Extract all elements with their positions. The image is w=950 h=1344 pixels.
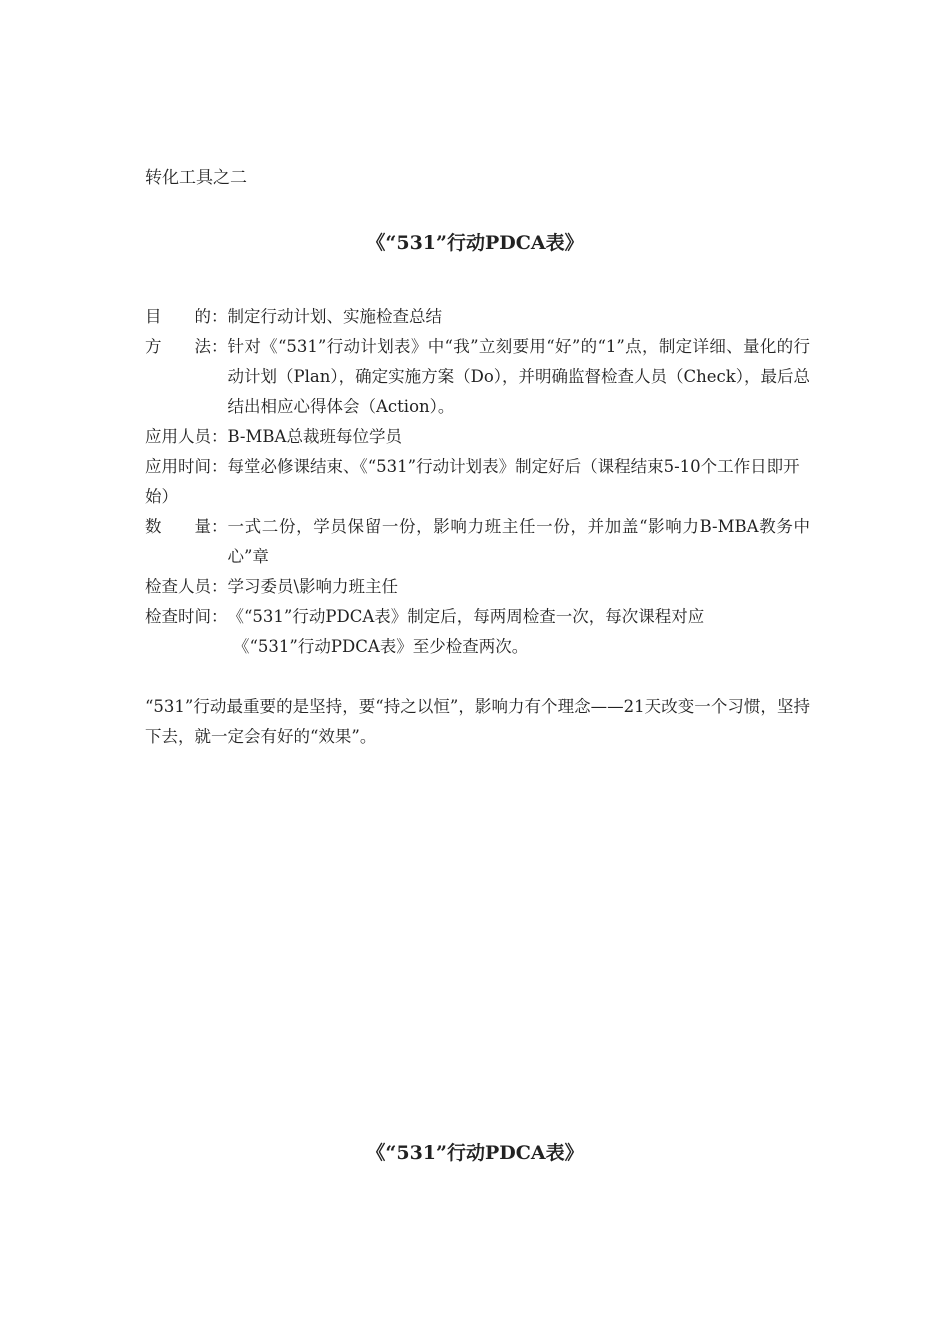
field-users	[145, 422, 810, 452]
field-value: 每堂必修课结束、《“531”行动计划表》制定好后（课程结束5-10个工作日即开始）	[145, 457, 800, 506]
field-purpose	[145, 302, 810, 332]
field-quantity	[145, 512, 810, 572]
field-label: 检查时间：	[145, 607, 228, 626]
field-value: 学习委员\影响力班主任	[227, 577, 399, 596]
field-label: 数 量：	[145, 517, 228, 536]
field-method	[145, 332, 810, 422]
section-label: 转化工具之二	[145, 168, 247, 188]
field-value: 《“531”行动PDCA表》至少检查两次。	[233, 637, 529, 656]
field-value: 针对《“531”行动计划表》中“我”立刻要用“好”的“1”点，制定详细、量化的行动计划（Plan），确定实施方案（Do），并明确监督检查人员（Check），最后总结出相应心得体会（Action）。	[227, 337, 811, 416]
field-label: 应用时间：	[145, 457, 228, 476]
field-inspectors	[145, 572, 810, 602]
field-label: 目 的：	[145, 307, 228, 326]
field-label: 方 法：	[145, 337, 228, 356]
field-inspection-time-continued	[145, 632, 810, 662]
field-value: 《“531”行动PDCA表》制定后，每两周检查一次，每次课程对应	[227, 607, 705, 626]
closing-paragraph: “531”行动最重要的是坚持，要“持之以恒”，影响力有个理念——21天改变一个习惯，坚持下去，就一定会有好的“效果”。	[145, 697, 810, 746]
field-value: B-MBA总裁班每位学员	[227, 427, 402, 446]
field-list	[145, 302, 810, 662]
field-timing	[145, 452, 810, 512]
field-label: 应用人员：	[145, 427, 228, 446]
field-inspection-time	[145, 602, 810, 632]
field-value: 制定行动计划、实施检查总结	[227, 307, 442, 326]
field-value: 一式二份，学员保留一份，影响力班主任一份，并加盖“影响力B-MBA教务中心”章	[227, 517, 810, 566]
document-title: 《“531”行动PDCA表》	[366, 232, 584, 254]
document-title-repeat: 《“531”行动PDCA表》	[366, 1142, 584, 1164]
field-label: 检查人员：	[145, 577, 228, 596]
